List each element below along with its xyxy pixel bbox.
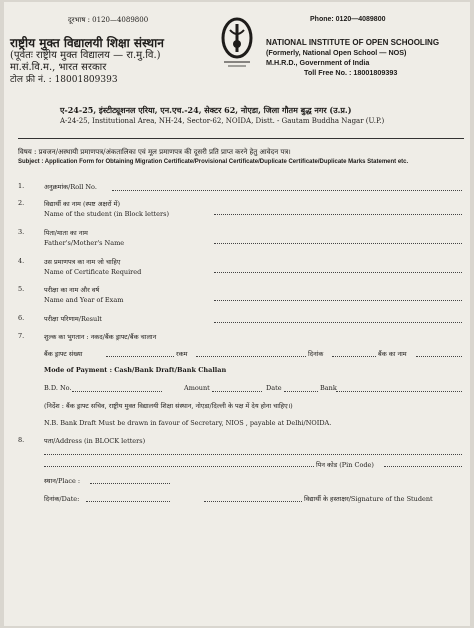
- bank-draft-note-english: N.B. Bank Draft Must be drawn in favour of Secretary, NIOS , payable at Delhi/NOIDA.: [44, 419, 332, 427]
- field-label-english: Name of the student (in Block letters): [44, 210, 169, 218]
- pin-code-input[interactable]: [384, 466, 462, 467]
- field-number: 6.: [18, 314, 25, 322]
- result-input[interactable]: [214, 322, 462, 323]
- amount-label: Amount: [184, 384, 210, 392]
- date-hindi: दिनांक: [308, 350, 324, 358]
- signature-label: विद्यार्थी के हस्ताक्षर/Signature of the Student: [304, 495, 433, 503]
- bank-draft-no-hindi-input[interactable]: [106, 356, 174, 357]
- pin-code-label: पिन कोड (Pin Code): [316, 461, 374, 469]
- institute-subtitle-english: (Formerly, National Open School — NOS): [266, 48, 407, 57]
- bank-label: Bank: [320, 384, 337, 392]
- field-label-english: Name of Certificate Required: [44, 268, 142, 276]
- field-label: परीक्षा परिणाम/Result: [44, 315, 102, 323]
- tollfree-hindi: टोल फ्री नं. : 18001809393: [10, 75, 118, 85]
- phone-hindi: दूरभाष : 0120—4089800: [68, 16, 149, 24]
- address-line-1-input[interactable]: [44, 454, 462, 455]
- bank-name-hindi: बैंक का नाम: [378, 350, 407, 358]
- field-label: अनुक्रमांक/Roll No.: [44, 183, 97, 191]
- date-label: Date: [266, 384, 282, 392]
- header-divider: [18, 138, 464, 139]
- bank-input[interactable]: [336, 391, 462, 392]
- bd-no-input[interactable]: [72, 391, 162, 392]
- field-label-hindi: विद्यार्थी का नाम (स्पष्ट अक्षरों में): [44, 200, 121, 208]
- nios-logo-icon: [214, 14, 260, 72]
- institute-subtitle-hindi: (पूर्वतः राष्ट्रीय मुक्त विद्यालय — रा.मु.वि.): [10, 50, 161, 61]
- field-label-english: Father's/Mother's Name: [44, 239, 125, 247]
- student-name-input[interactable]: [214, 214, 462, 215]
- field-label-hindi: पिता/माता का नाम: [44, 229, 88, 237]
- date-footer-label: दिनांक/Date:: [44, 495, 80, 503]
- application-form-page: [4, 2, 470, 626]
- place-label: स्थान/Place :: [44, 477, 81, 485]
- tollfree-english: Toll Free No. : 18001809393: [304, 68, 398, 77]
- parent-name-input[interactable]: [214, 243, 462, 244]
- ministry-hindi: मा.सं.वि.म., भारत सरकार: [10, 62, 107, 73]
- ministry-english: M.H.R.D., Government of India: [266, 58, 370, 67]
- mode-of-payment-label: Mode of Payment : Cash/Bank Draft/Bank Challan: [44, 366, 227, 374]
- date-input[interactable]: [284, 391, 318, 392]
- field-number: 1.: [18, 182, 25, 190]
- field-number: 3.: [18, 228, 25, 236]
- roll-no-input[interactable]: [112, 190, 462, 191]
- subject-hindi: विषय : प्रवजन/अस्थायी प्रमाणपत्र/अंकतालिका एवं मूल प्रमाणपत्र की दूसरी प्रति प्राप्त करने हेतु आवेदन पत्र।: [18, 148, 291, 156]
- field-label-english: Name and Year of Exam: [44, 296, 124, 304]
- bank-name-hindi-input[interactable]: [416, 356, 462, 357]
- date-hindi-input[interactable]: [332, 356, 376, 357]
- amount-hindi: रकम: [176, 350, 188, 358]
- field-number: 5.: [18, 285, 25, 293]
- field-number: 2.: [18, 199, 25, 207]
- bank-draft-no-hindi: बैंक ड्राफ्ट संख्या: [44, 350, 83, 358]
- bank-draft-note-hindi: (निर्देश : बैंक ड्राफ्ट सचिव, राष्ट्रीय मुक्त विद्यालयी शिक्षा संस्थान, नोएडा/दिल्ली के पक्ष में देय होना चाहिए।): [44, 402, 293, 410]
- institute-title-hindi: राष्ट्रीय मुक्त विद्यालयी शिक्षा संस्थान: [10, 36, 164, 50]
- address-hindi: ए-24-25, इंस्टीट्यूशनल एरिया, एन.एच.-24, सेक्टर 62, नोएडा, जिला गौतम बुद्ध नगर (उ.प्र.): [60, 105, 352, 115]
- amount-hindi-input[interactable]: [196, 356, 306, 357]
- field-label: शुल्क का भुगतान : नकद/बैंक ड्राफ्ट/बैंक चालान: [44, 333, 157, 341]
- exam-name-year-input[interactable]: [214, 300, 462, 301]
- field-label-hindi: उस प्रमाणपत्र का नाम जो चाहिए: [44, 258, 121, 266]
- subject-english: Subject : Application Form for Obtaining Migration Certificate/Provisional Certificate/Duplicate Certificate/Duplicate Marks Statement etc.: [18, 159, 409, 165]
- bd-no-label: B.D. No.: [44, 384, 72, 392]
- field-label-hindi: परीक्षा का नाम और वर्ष: [44, 286, 100, 294]
- header-hindi-block: [10, 16, 210, 86]
- address-english: A-24-25, Institutional Area, NH-24, Sector-62, NOIDA, Distt. - Gautam Buddha Nagar (U.P.): [60, 117, 385, 125]
- signature-input[interactable]: [204, 501, 302, 502]
- amount-input[interactable]: [212, 391, 262, 392]
- institute-title-english: NATIONAL INSTITUTE OF OPEN SCHOOLING: [266, 38, 440, 47]
- field-number: 7.: [18, 332, 25, 340]
- field-number: 4.: [18, 257, 25, 265]
- header-english-block: [266, 16, 472, 78]
- address-line-2-input[interactable]: [44, 466, 314, 467]
- certificate-required-input[interactable]: [214, 272, 462, 273]
- date-footer-input[interactable]: [86, 501, 170, 502]
- field-number: 8.: [18, 436, 25, 444]
- phone-english: Phone: 0120—4089800: [310, 16, 386, 23]
- place-input[interactable]: [90, 483, 170, 484]
- field-label: पता/Address (in BLOCK letters): [44, 437, 146, 445]
